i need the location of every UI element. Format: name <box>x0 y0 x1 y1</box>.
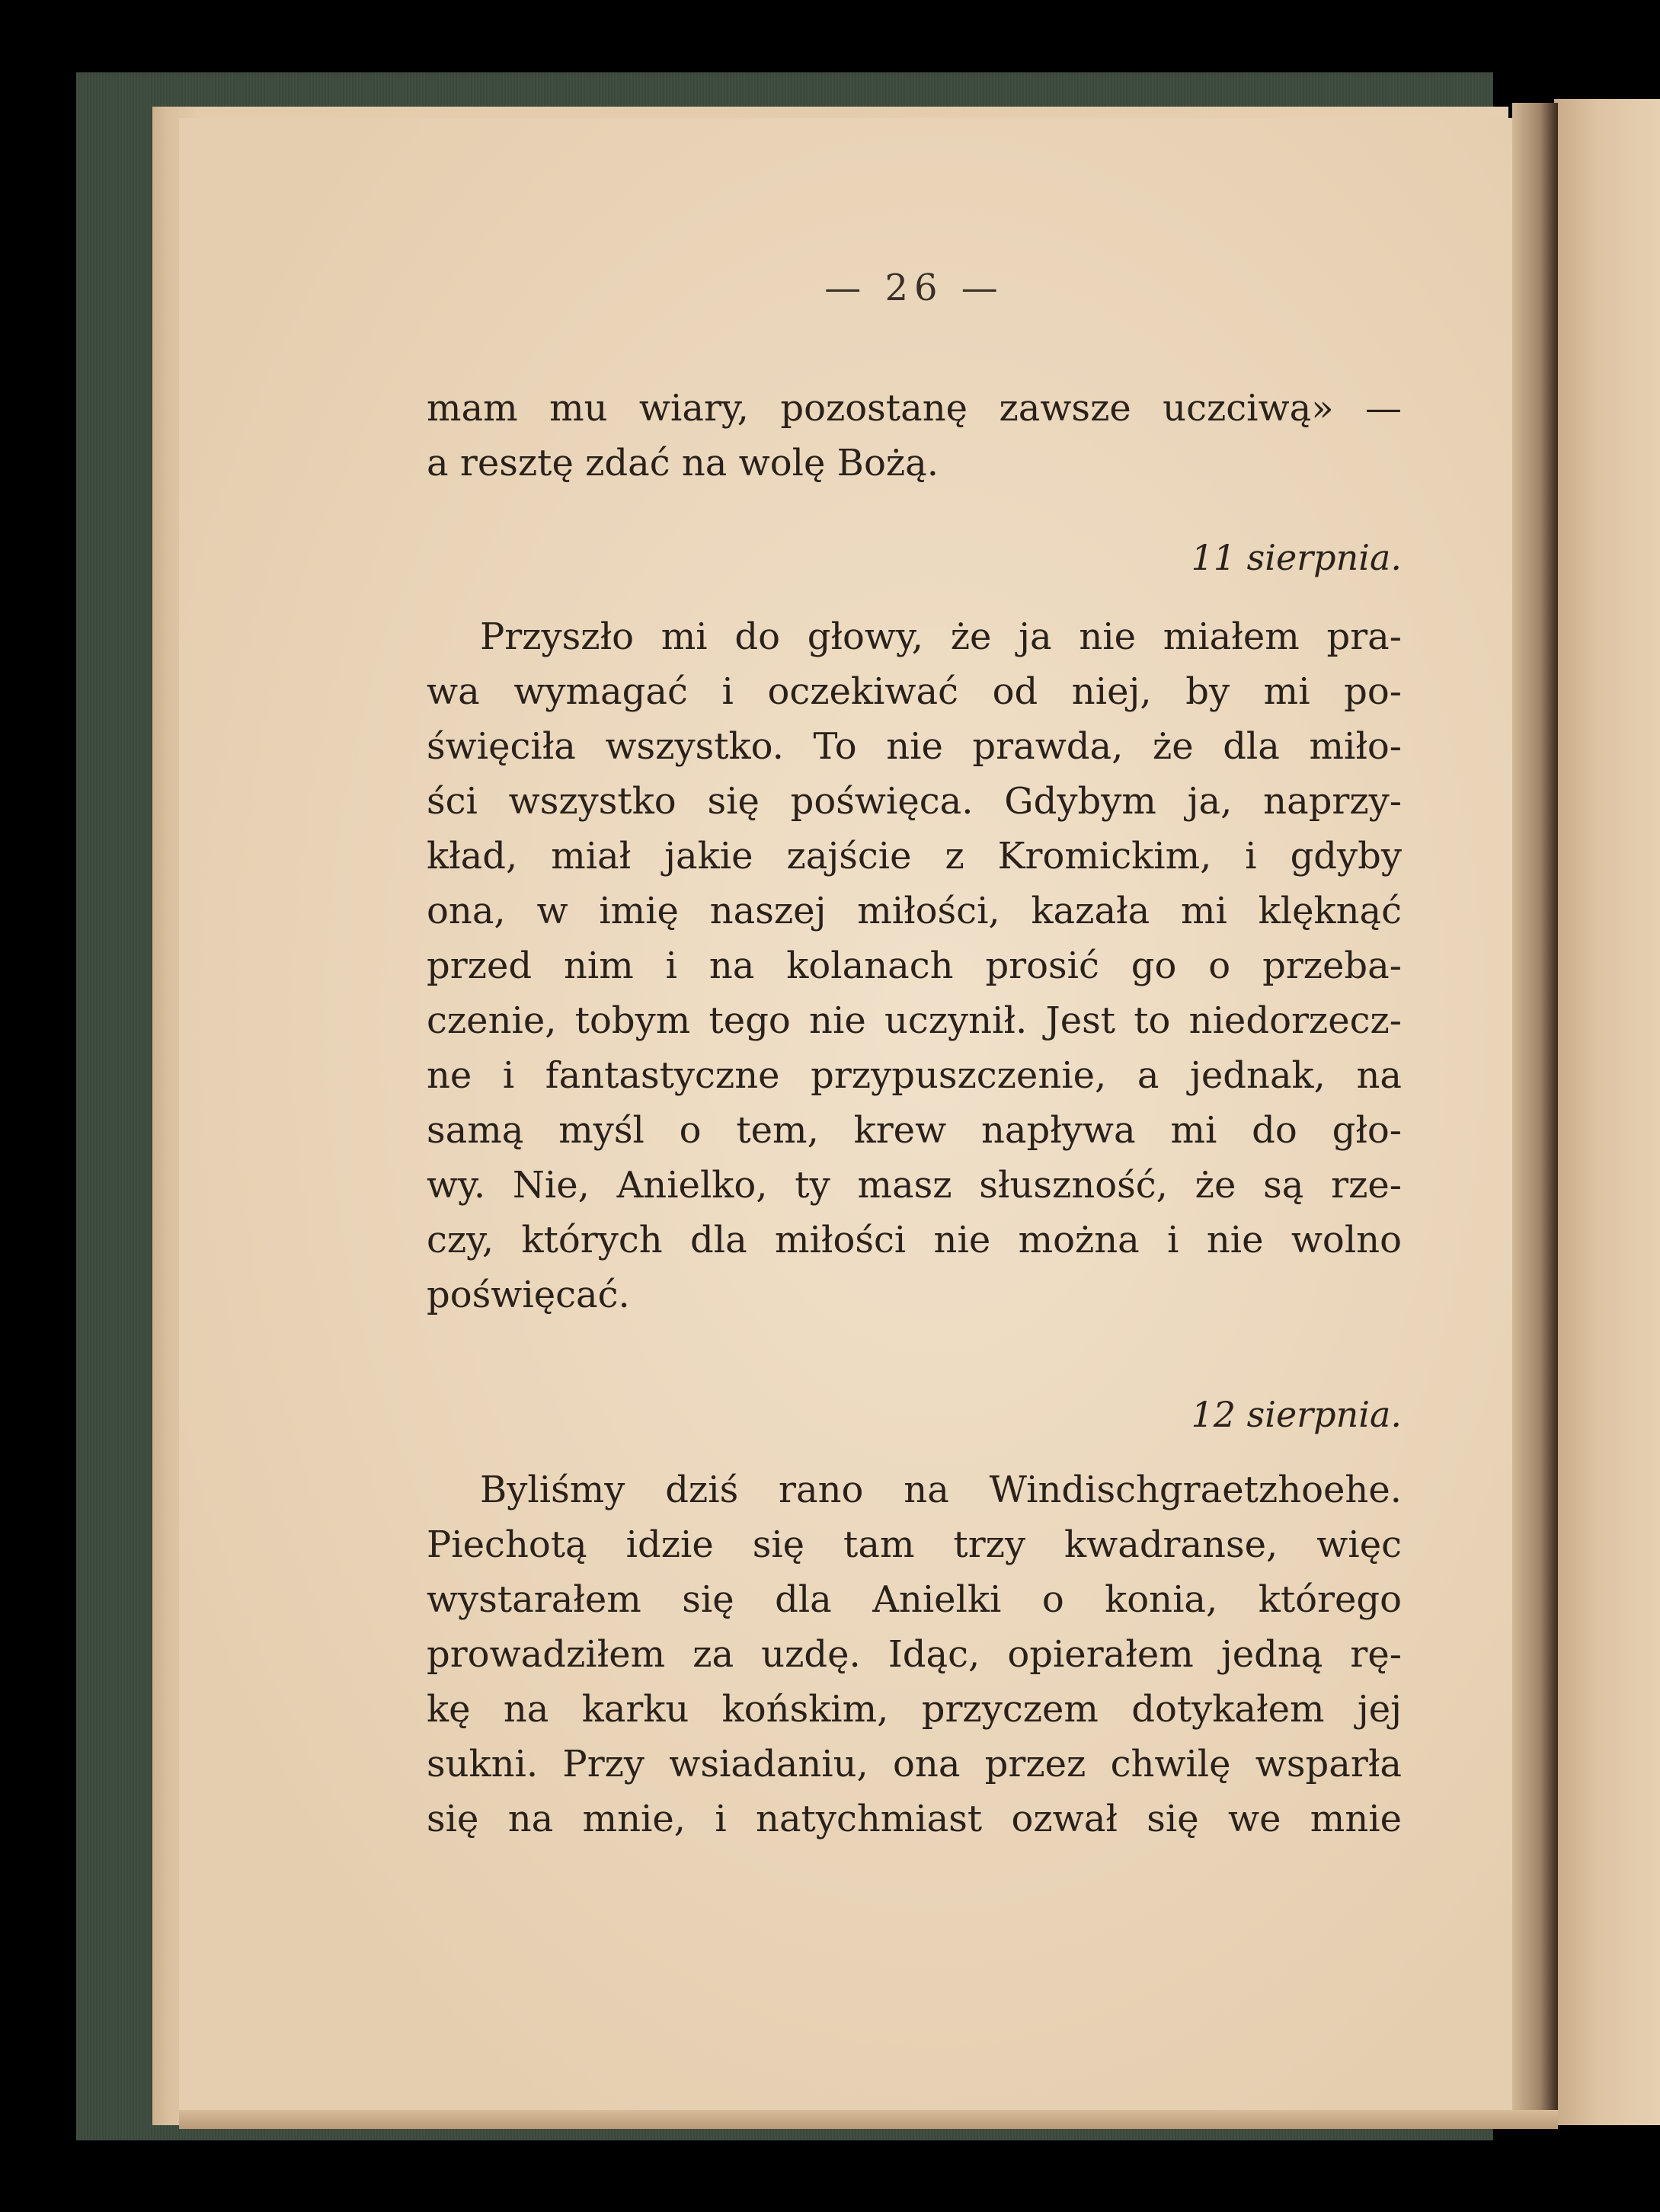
facing-page-edge <box>1554 99 1660 2125</box>
text-line: ne i fantastyczne przypuszczenie, a jednak, na <box>427 1054 1402 1097</box>
text-line: wa wymagać i oczekiwać od niej, by mi po- <box>427 670 1402 713</box>
text-line: wy. Nie, Anielko, ty masz słuszność, że są rze- <box>427 1164 1402 1207</box>
text-line: przed nim i na kolanach prosić go o przeba- <box>427 945 1402 987</box>
entry-date: 11 sierpnia. <box>1191 537 1402 578</box>
text-line: wystarałem się dla Anielki o konia, którego <box>427 1578 1402 1621</box>
text-line: poświęcać. <box>427 1274 630 1316</box>
text-line: czy, których dla miłości nie można i nie wolno <box>427 1219 1402 1261</box>
text-line: ści wszystko się poświęca. Gdybym ja, naprzy- <box>427 780 1402 823</box>
text-line: święciła wszystko. To nie prawda, że dla miło- <box>427 725 1402 768</box>
text-line: mam mu wiary, pozostanę zawsze uczciwą» — <box>427 387 1402 430</box>
text-line: ona, w imię naszej miłości, kazała mi klęknąć <box>427 890 1402 932</box>
text-line: Piechotą idzie się tam trzy kwadranse, więc <box>427 1523 1402 1566</box>
entry-date: 12 sierpnia. <box>1191 1394 1402 1435</box>
text-line: Byliśmy dziś rano na Windischgraetzhoehe. <box>480 1469 1402 1511</box>
text-line: czenie, tobym tego nie uczynił. Jest to niedorzecz- <box>427 999 1402 1042</box>
text-line: kę na karku końskim, przyczem dotykałem jej <box>427 1688 1402 1731</box>
page-number: — 26 — <box>824 267 1004 309</box>
text-line: kład, miał jakie zajście z Kromickim, i gdyby <box>427 835 1402 877</box>
page-bottom-edge <box>179 2110 1558 2129</box>
text-line: prowadziłem za uzdę. Idąc, opierałem jedną rę- <box>427 1633 1402 1676</box>
text-line: samą myśl o tem, krew napływa mi do gło- <box>427 1109 1402 1152</box>
text-line: się na mnie, i natychmiast ozwał się we mnie <box>427 1798 1402 1840</box>
text-line: Przyszło mi do głowy, że ja nie miałem pra- <box>480 615 1402 658</box>
gutter-shadow <box>1512 103 1558 2129</box>
text-line: a resztę zdać na wolę Bożą. <box>427 442 939 484</box>
text-line: sukni. Przy wsiadaniu, ona przez chwilę wsparła <box>427 1743 1402 1785</box>
